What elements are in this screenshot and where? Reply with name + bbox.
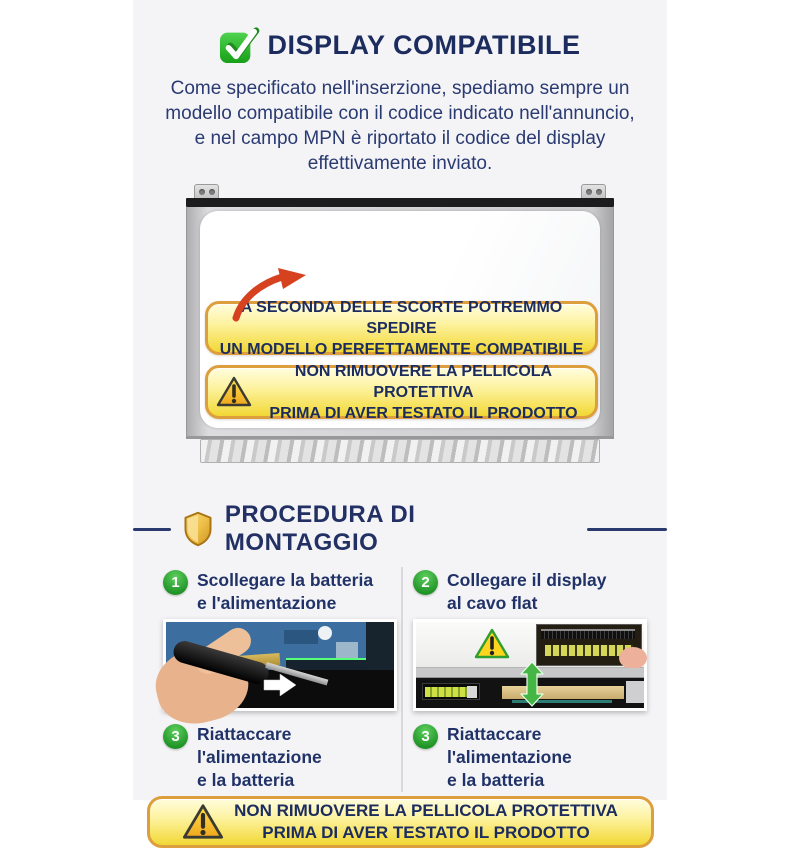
fingertip: [619, 647, 647, 669]
step-2-line1: Collegare il display: [447, 570, 607, 590]
film-warning-line2: PRIMA DI AVER TESTATO IL PRODOTTO: [269, 404, 578, 422]
footer-warning-line1: NON RIMUOVERE LA PELLICOLA PROTETTIVA: [234, 801, 618, 820]
chassis-edge: [366, 622, 394, 670]
film-warning-text: [260, 361, 587, 424]
intro-line: Come specificato nell'inserzione, spediamo sempre un: [170, 78, 630, 99]
steps-column-right: [413, 567, 647, 792]
film-warning-banner: [205, 362, 598, 422]
green-double-arrow-icon: [520, 662, 544, 706]
steps-column-left: [163, 567, 397, 792]
step-1: [163, 567, 397, 615]
header: [133, 0, 667, 64]
zif-connector: [422, 683, 480, 700]
photo-connect-flat-cable: [413, 619, 647, 711]
screw-hole: [199, 189, 205, 195]
foil-block: [626, 681, 644, 703]
step-3-left-text: [197, 723, 397, 792]
step-number-badge: 1: [163, 570, 188, 595]
battery-connector: [286, 658, 366, 670]
step-3-right-line1: Riattaccare l'alimentazione: [447, 724, 572, 767]
divider-dash-right: [587, 528, 667, 531]
step-3-right-line2: e la batteria: [447, 770, 545, 790]
page-title: DISPLAY COMPATIBILE: [267, 29, 581, 60]
step-1-text: [197, 569, 373, 615]
connector-detail-inset: [536, 624, 642, 666]
divider-dash-left: [133, 528, 171, 531]
stock-notice-line2: UN MODELLO PERFETTAMENTE COMPATIBILE: [219, 340, 584, 358]
step-3-right-text: [447, 723, 647, 792]
step-2-line2: al cavo flat: [447, 593, 538, 613]
screw-hole: [586, 189, 592, 195]
shield-icon: [183, 511, 213, 547]
warning-icon: [216, 376, 252, 408]
step-number-badge: 3: [413, 724, 438, 749]
step-1-line1: Scollegare la batteria: [197, 570, 374, 590]
red-arrow-icon: [222, 268, 310, 320]
step-3-left-line1: Riattaccare l'alimentazione: [197, 724, 322, 767]
warning-icon: [474, 628, 510, 660]
intro-line: effettivamente inviato.: [307, 153, 493, 174]
white-arrow-icon: [264, 674, 298, 696]
step-3-left: [163, 721, 397, 792]
check-icon: [219, 26, 257, 64]
film-warning-line1: NON RIMUOVERE LA PELLICOLA PROTETTIVA: [294, 362, 553, 401]
step-2: [413, 567, 647, 615]
chip: [336, 642, 358, 658]
zif-connector-tab: [467, 686, 477, 698]
photo-disconnect-battery: [163, 619, 397, 711]
step-number-badge: 3: [163, 724, 188, 749]
intro-text: [133, 76, 667, 176]
warning-icon: [182, 803, 224, 841]
screw-hole: [209, 189, 215, 195]
chip: [284, 630, 318, 644]
step-3-right: [413, 721, 647, 792]
step-number-badge: 2: [413, 570, 438, 595]
lcd-panel-image: [186, 184, 614, 469]
procedure-steps: [133, 567, 667, 792]
procedure-header: [133, 501, 667, 557]
zif-connector-stripes: [425, 687, 467, 697]
intro-line: e nel campo MPN è riportato il codice del display: [194, 128, 606, 149]
board-dot: [318, 626, 332, 640]
content-column: [133, 0, 667, 842]
procedure-title: PROCEDURA DI MONTAGGIO: [224, 501, 416, 556]
footer-warning-text: [234, 800, 618, 844]
panel-top-edge: [186, 198, 614, 207]
stock-notice-line1: A SECONDA DELLE SCORTE POTREMMO SPEDIRE: [240, 298, 563, 337]
screw-hole: [596, 189, 602, 195]
footer-warning-banner: [147, 796, 654, 848]
intro-line: modello compatibile con il codice indicato nell'annuncio,: [165, 103, 635, 124]
footer-warning-line2: PRIMA DI AVER TESTATO IL PRODOTTO: [262, 823, 590, 842]
step-1-line2: e l'alimentazione: [197, 593, 337, 613]
step-2-text: [447, 569, 607, 615]
panel-foil-strip: [200, 439, 600, 463]
column-divider: [401, 567, 403, 792]
step-3-left-line2: e la batteria: [197, 770, 295, 790]
connector-pins: [541, 629, 635, 639]
